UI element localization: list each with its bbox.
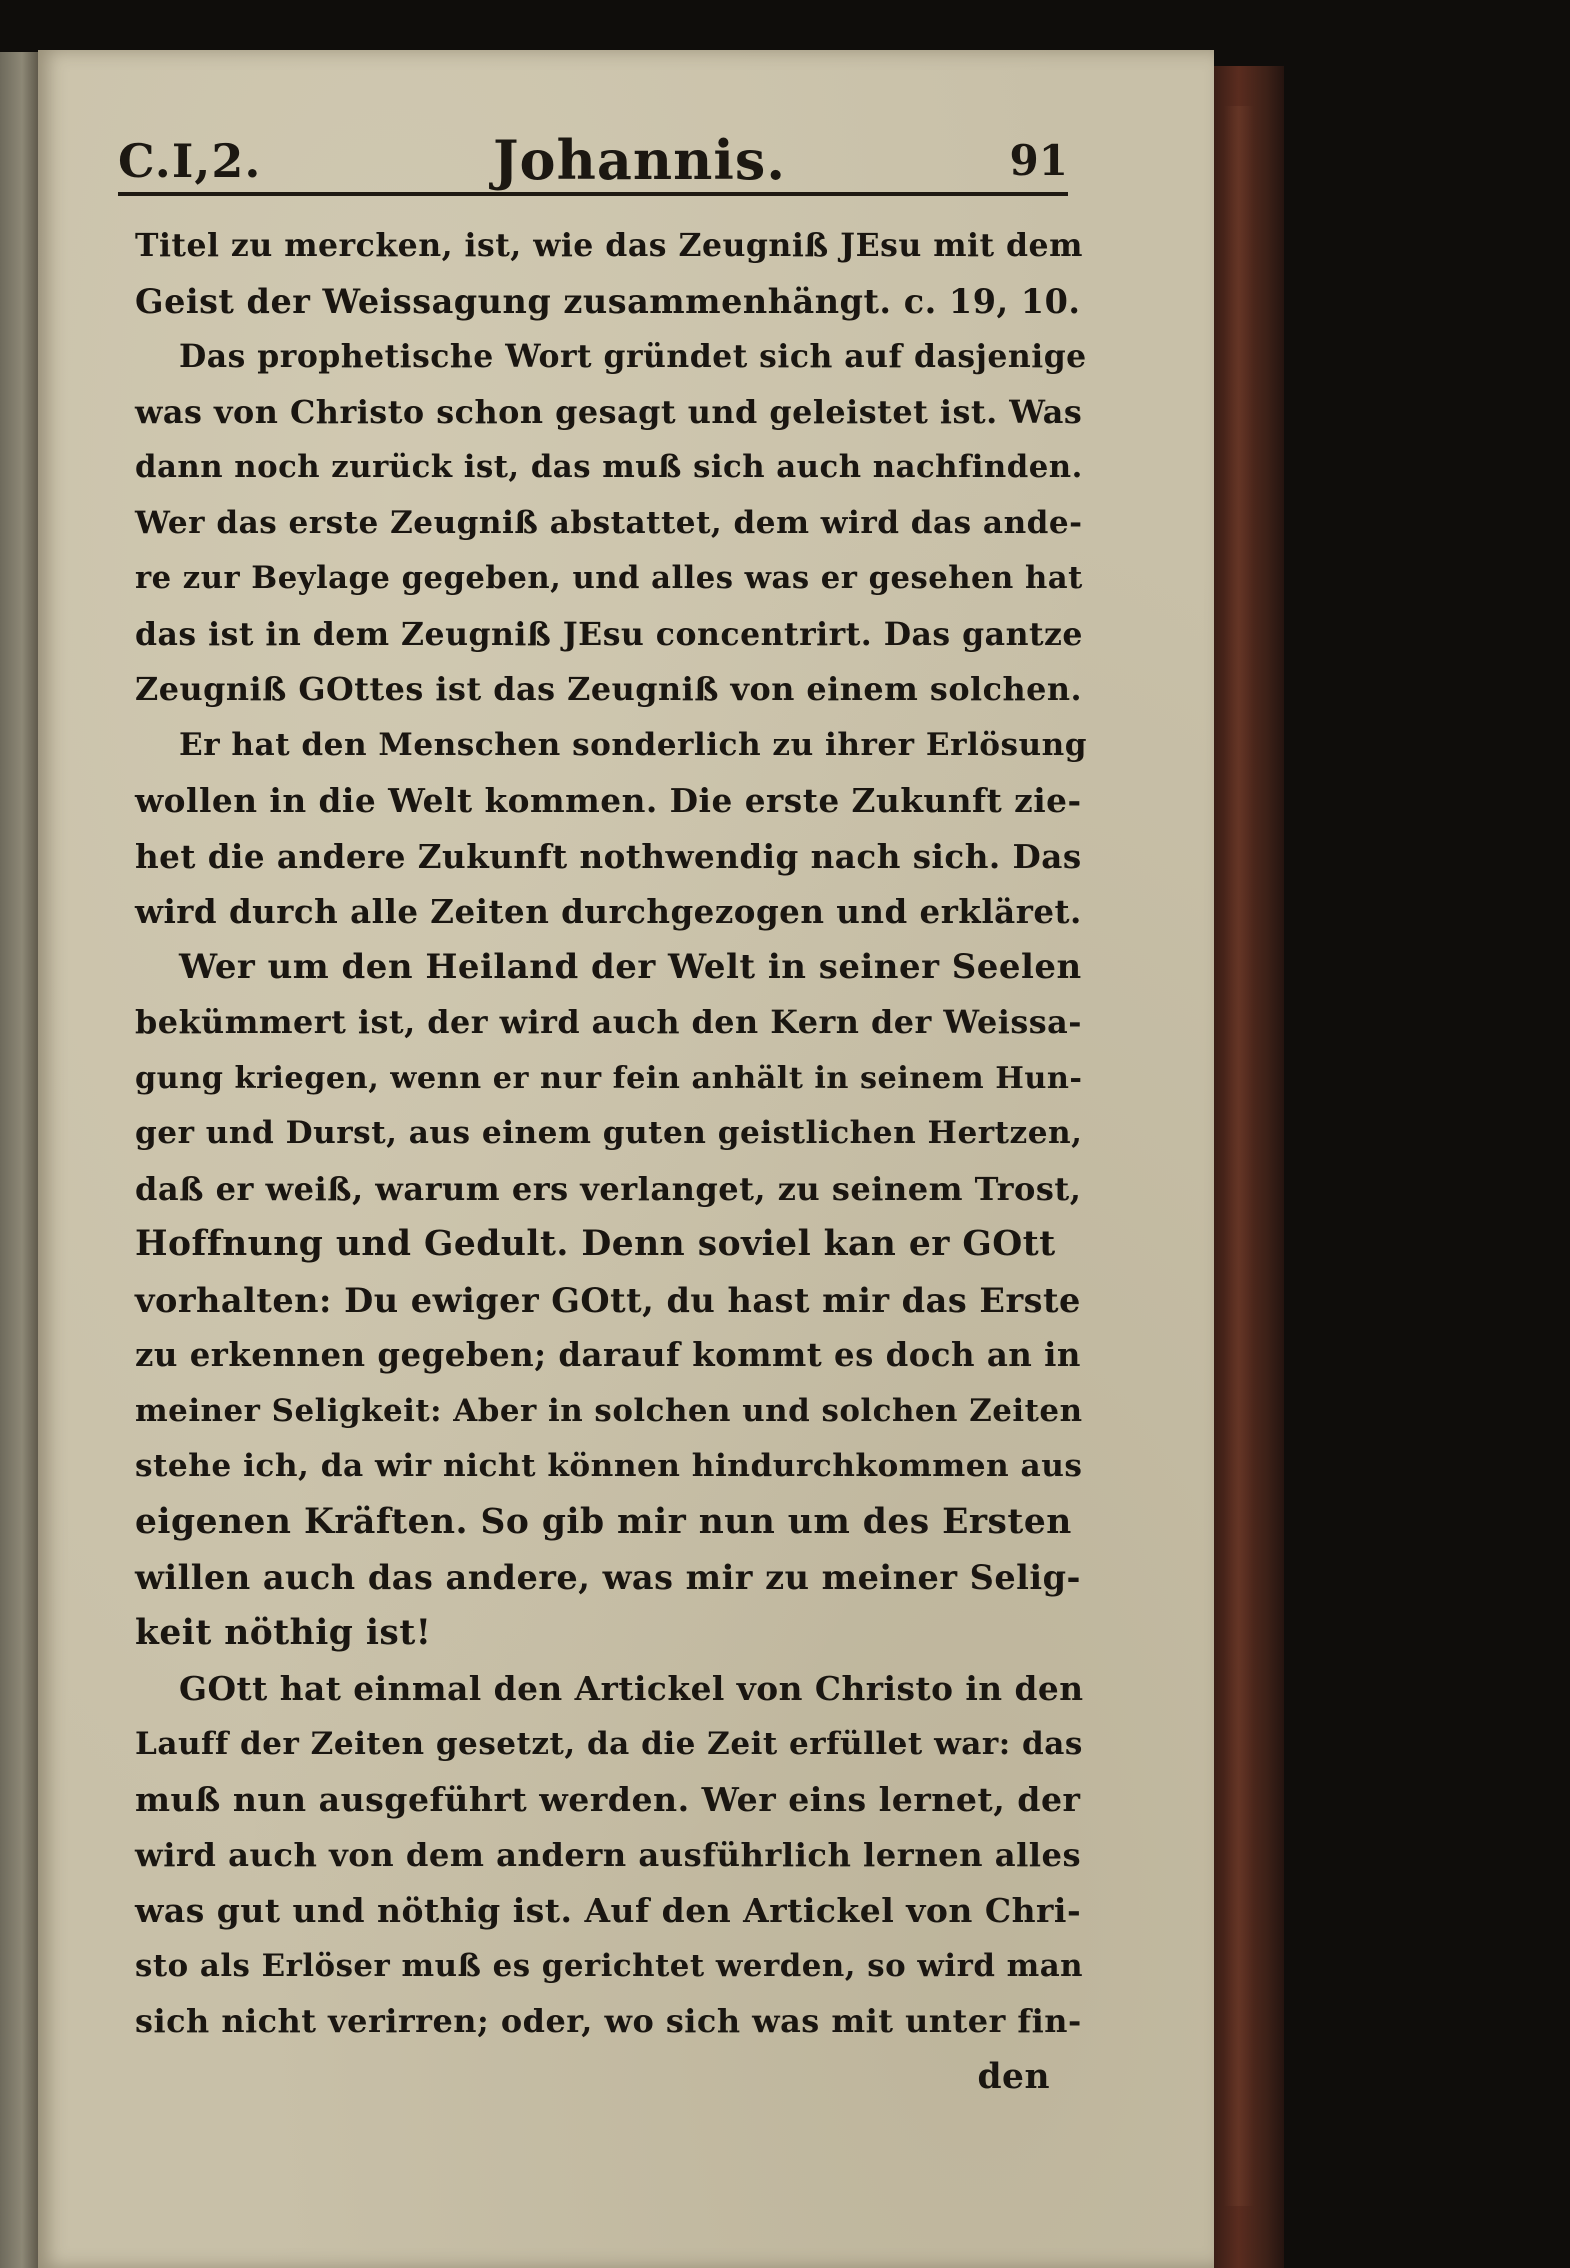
text-line: Lauff der Zeiten gesetzt, da die Zeit erfüllet war: das [135,1725,1083,1762]
body-text [135,218,1095,2105]
text-line: Zeugniß GOttes ist das Zeugniß von einem solchen. [135,670,1083,708]
text-line: keit nöthig ist! [135,1612,432,1653]
text-line: Wer um den Heiland der Welt in seiner Seelen [179,946,1082,987]
text-line: Titel zu mercken, ist, wie das Zeugniß JEsu mit dem [135,227,1083,264]
text-line: was gut und nöthig ist. Auf den Artickel von Chri- [135,1891,1082,1930]
text-line: stehe ich, da wir nicht können hindurchkommen aus [135,1448,1083,1484]
book-cover-edge [1214,66,1284,2268]
text-line: sto als Erlöser muß es gerichtet werden, so wird man [135,1947,1084,1984]
text-line: Er hat den Menschen sonderlich zu ihrer Erlösung [179,726,1088,763]
text-line: re zur Beylage gegeben, und alles was er gesehen hat [135,560,1083,596]
text-line: Wer das erste Zeugniß abstattet, dem wird das ande- [135,504,1083,541]
text-line: muß nun ausgeführt werden. Wer eins lernet, der [135,1780,1081,1819]
text-line: Das prophetische Wort gründet sich auf dasjenige [179,338,1087,375]
text-line: ger und Durst, aus einem guten geistlichen Hertzen, [135,1115,1083,1151]
text-line: Geist der Weissagung zusammenhängt. c. 19, 10. [135,281,1081,321]
text-line: eigenen Kräften. So gib mir nun um des Ersten [135,1501,1072,1542]
text-line: GOtt hat einmal den Artickel von Christo in den [179,1669,1084,1708]
text-line: wollen in die Welt kommen. Die erste Zukunft zie- [135,781,1082,820]
page-number: 91 [1009,136,1068,185]
text-line: Hoffnung und Gedult. Denn soviel kan er GOtt [135,1224,1056,1264]
text-line: vorhalten: Du ewiger GOtt, du hast mir das Erste [135,1280,1081,1320]
text-line: wird auch von dem andern ausführlich lernen alles [135,1835,1082,1874]
text-line: sich nicht verirren; oder, wo sich was mit unter fin- [135,2002,1082,2040]
text-line: das ist in dem Zeugniß JEsu concentrirt. Das gantze [135,615,1083,653]
running-title: Johannis. [493,128,787,192]
text-line: was von Christo schon gesagt und geleistet ist. Was [135,392,1083,431]
text-line: daß er weiß, warum ers verlanget, zu seinem Trost, [135,1169,1082,1208]
text-line: gung kriegen, wenn er nur fein anhält in seinem Hun- [135,1060,1083,1096]
header-rule [118,192,1068,196]
text-line: bekümmert ist, der wird auch den Kern der Weissa- [135,1003,1082,1041]
running-head [118,128,1068,198]
text-line: zu erkennen gegeben; darauf kommt es doch an in [135,1336,1081,1374]
text-line: meiner Seligkeit: Aber in solchen und solchen Zeiten [135,1392,1083,1429]
chapter-reference: C.I,2. [118,134,262,188]
text-line: het die andere Zukunft nothwendig nach sich. Das [135,836,1082,876]
text-line: wird durch alle Zeiten durchgezogen und erkläret. [135,892,1082,931]
text-line: willen auch das andere, was mir zu meiner Selig- [135,1558,1081,1597]
catchword: den [977,2056,1050,2097]
left-page-edge [0,52,40,2268]
text-line: dann noch zurück ist, das muß sich auch nachfinden. [135,449,1083,485]
